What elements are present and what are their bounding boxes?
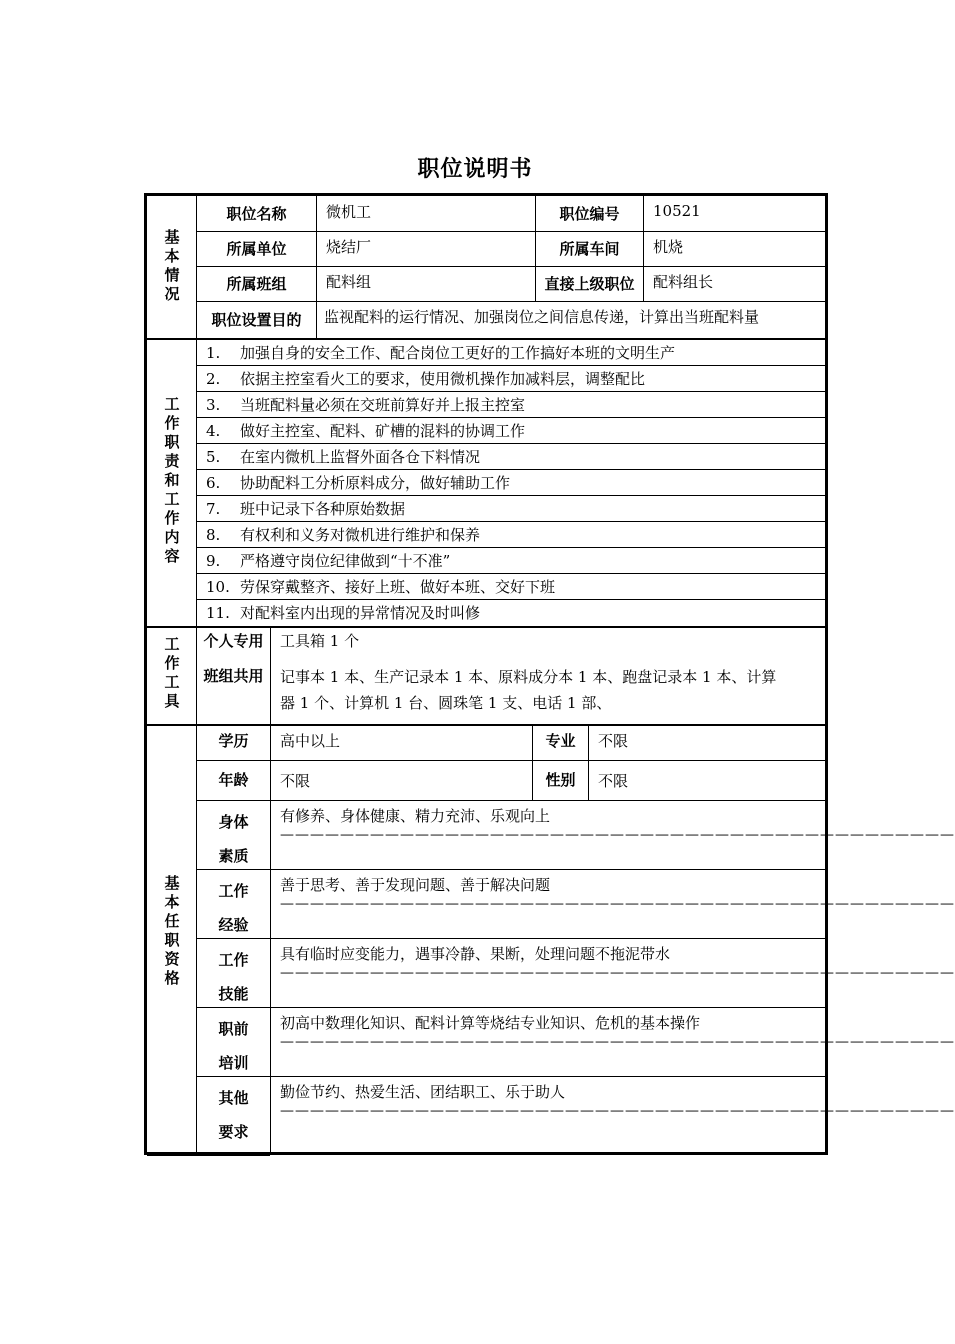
team-label: 所属班组	[226, 275, 287, 293]
duty-item	[206, 420, 525, 441]
major-value: 不限	[598, 732, 629, 750]
grid-line	[196, 573, 825, 574]
document-title: 职位说明书	[417, 157, 533, 182]
label-part: 其他	[218, 1089, 249, 1107]
label-part: 素质	[218, 847, 249, 865]
duty-item	[206, 368, 645, 389]
dash-line: —————————————————————————————————————————————	[280, 896, 955, 912]
shared-tools-label: 班组共用	[203, 666, 264, 685]
grid-line	[270, 725, 271, 1153]
bottom-rule	[147, 1154, 270, 1156]
grid-line	[196, 938, 825, 939]
section-qualifications-label: 基本任职资格	[164, 874, 180, 987]
grid-line	[196, 1076, 825, 1077]
duty-item	[206, 472, 510, 493]
label-part: 身体	[218, 813, 249, 831]
section-tools-label: 工作工具	[164, 635, 180, 710]
label-part: 要求	[218, 1123, 249, 1141]
duty-item	[206, 576, 555, 597]
dash-line: —————————————————————————————————————————————	[280, 965, 955, 981]
experience-label	[197, 874, 270, 942]
grid-line	[196, 800, 825, 801]
purpose-label: 职位设置目的	[211, 311, 302, 329]
other-label	[197, 1081, 270, 1149]
dash-line: —————————————————————————————————————————————	[280, 1103, 955, 1119]
duty-text: 有权利和义务对微机进行维护和保养	[240, 526, 481, 544]
physical-value: 有修养、身体健康、精力充沛、乐观向上	[280, 807, 551, 825]
education-label: 学历	[218, 731, 249, 750]
duty-number: 2.	[206, 370, 221, 388]
shared-tools-line1: 记事本 1 本、生产记录本 1 本、原料成分本 1 本、跑盘记录本 1 本、计算	[280, 668, 777, 686]
shared-tools-line2: 器 1 个、计算机 1 台、圆珠笔 1 支、电话 1 部、	[280, 694, 612, 712]
grid-line	[643, 196, 644, 301]
grid-line	[196, 469, 825, 470]
age-value: 不限	[280, 772, 311, 790]
duty-number: 1.	[206, 344, 221, 362]
grid-line	[196, 1007, 825, 1008]
section-basic-label: 基本情况	[164, 228, 180, 303]
label-part: 技能	[218, 985, 249, 1003]
grid-line	[196, 521, 825, 522]
job-name-value: 微机工	[326, 202, 372, 221]
skills-label	[197, 943, 270, 1011]
duty-text: 在室内微机上监督外面各仓下料情况	[240, 448, 481, 466]
duty-number: 7.	[206, 500, 221, 518]
label-part: 工作	[218, 882, 249, 900]
label-part: 职前	[218, 1020, 249, 1038]
duty-text: 加强自身的安全工作、配合岗位工更好的工作搞好本班的文明生产	[240, 344, 676, 362]
grid-line	[196, 760, 825, 761]
duty-text: 劳保穿戴整齐、接好上班、做好本班、交好下班	[240, 578, 556, 596]
duty-item	[206, 394, 525, 415]
duty-item	[206, 550, 450, 571]
duty-item	[206, 602, 480, 623]
duty-number: 3.	[206, 396, 221, 414]
duty-number: 9.	[206, 552, 221, 570]
duty-number: 11.	[206, 604, 230, 622]
grid-line	[196, 599, 825, 600]
duty-number: 5.	[206, 448, 221, 466]
unit-label: 所属单位	[226, 240, 287, 258]
dash-line: —————————————————————————————————————————————	[280, 827, 955, 843]
superior-value: 配料组长	[653, 272, 714, 291]
physical-label	[197, 805, 270, 873]
training-value: 初高中数理化知识、配料计算等烧结专业知识、危机的基本操作	[280, 1014, 701, 1032]
grid-line	[196, 547, 825, 548]
label-part: 经验	[218, 916, 249, 934]
duty-text: 做好主控室、配料、矿槽的混料的协调工作	[240, 422, 526, 440]
other-value: 勤俭节约、热爱生活、团结职工、乐于助人	[280, 1083, 566, 1101]
grid-line	[270, 627, 271, 725]
dash-line: —————————————————————————————————————————————	[280, 1034, 955, 1050]
grid-line	[196, 869, 825, 870]
duty-text: 当班配料量必须在交班前算好并上报主控室	[240, 396, 526, 414]
gender-value: 不限	[598, 772, 629, 790]
skills-value: 具有临时应变能力，遇事冷静、果断，处理问题不拖泥带水	[280, 945, 671, 963]
duty-text: 严格遵守岗位纪律做到“十不准”	[240, 552, 451, 570]
section-divider	[147, 338, 825, 340]
section-duties-label: 工作职责和工作内容	[164, 395, 180, 565]
personal-tools-value: 工具箱 1 个	[280, 632, 360, 650]
duty-number: 4.	[206, 422, 221, 440]
duty-text: 班中记录下各种原始数据	[240, 500, 406, 518]
workshop-label: 所属车间	[559, 240, 620, 258]
duty-number: 6.	[206, 474, 221, 492]
duty-text: 依据主控室看火工的要求，使用微机操作加减料层，调整配比	[240, 370, 646, 388]
job-no-label: 职位编号	[559, 205, 620, 223]
superior-label: 直接上级职位	[544, 275, 635, 293]
grid-line	[196, 391, 825, 392]
training-label	[197, 1012, 270, 1080]
grid-line	[196, 443, 825, 444]
personal-tools-label: 个人专用	[203, 631, 264, 650]
grid-line	[316, 196, 317, 340]
job-name-label: 职位名称	[226, 205, 287, 223]
duty-text: 协助配料工分析原料成分，做好辅助工作	[240, 474, 511, 492]
label-part: 工作	[218, 951, 249, 969]
workshop-value: 机烧	[653, 237, 684, 256]
team-value: 配料组	[326, 272, 372, 291]
experience-value: 善于思考、善于发现问题、善于解决问题	[280, 876, 551, 894]
grid-line	[196, 365, 825, 366]
job-no-value: 10521	[653, 202, 701, 220]
education-value: 高中以上	[280, 732, 341, 750]
grid-line	[588, 725, 589, 801]
duty-number: 8.	[206, 526, 221, 544]
duty-number: 10.	[206, 578, 230, 596]
gender-label: 性别	[545, 770, 576, 789]
duty-item	[206, 446, 480, 467]
duty-item	[206, 498, 405, 519]
unit-value: 烧结厂	[326, 237, 372, 256]
duty-text: 对配料室内出现的异常情况及时叫修	[240, 604, 481, 622]
age-label: 年龄	[218, 770, 249, 789]
purpose-value: 监视配料的运行情况、加强岗位之间信息传递，计算出当班配料量	[324, 307, 760, 326]
major-label: 专业	[545, 731, 576, 750]
grid-line	[196, 417, 825, 418]
duty-item	[206, 342, 675, 363]
grid-line	[196, 495, 825, 496]
duty-item	[206, 524, 480, 545]
label-part: 培训	[218, 1054, 249, 1072]
